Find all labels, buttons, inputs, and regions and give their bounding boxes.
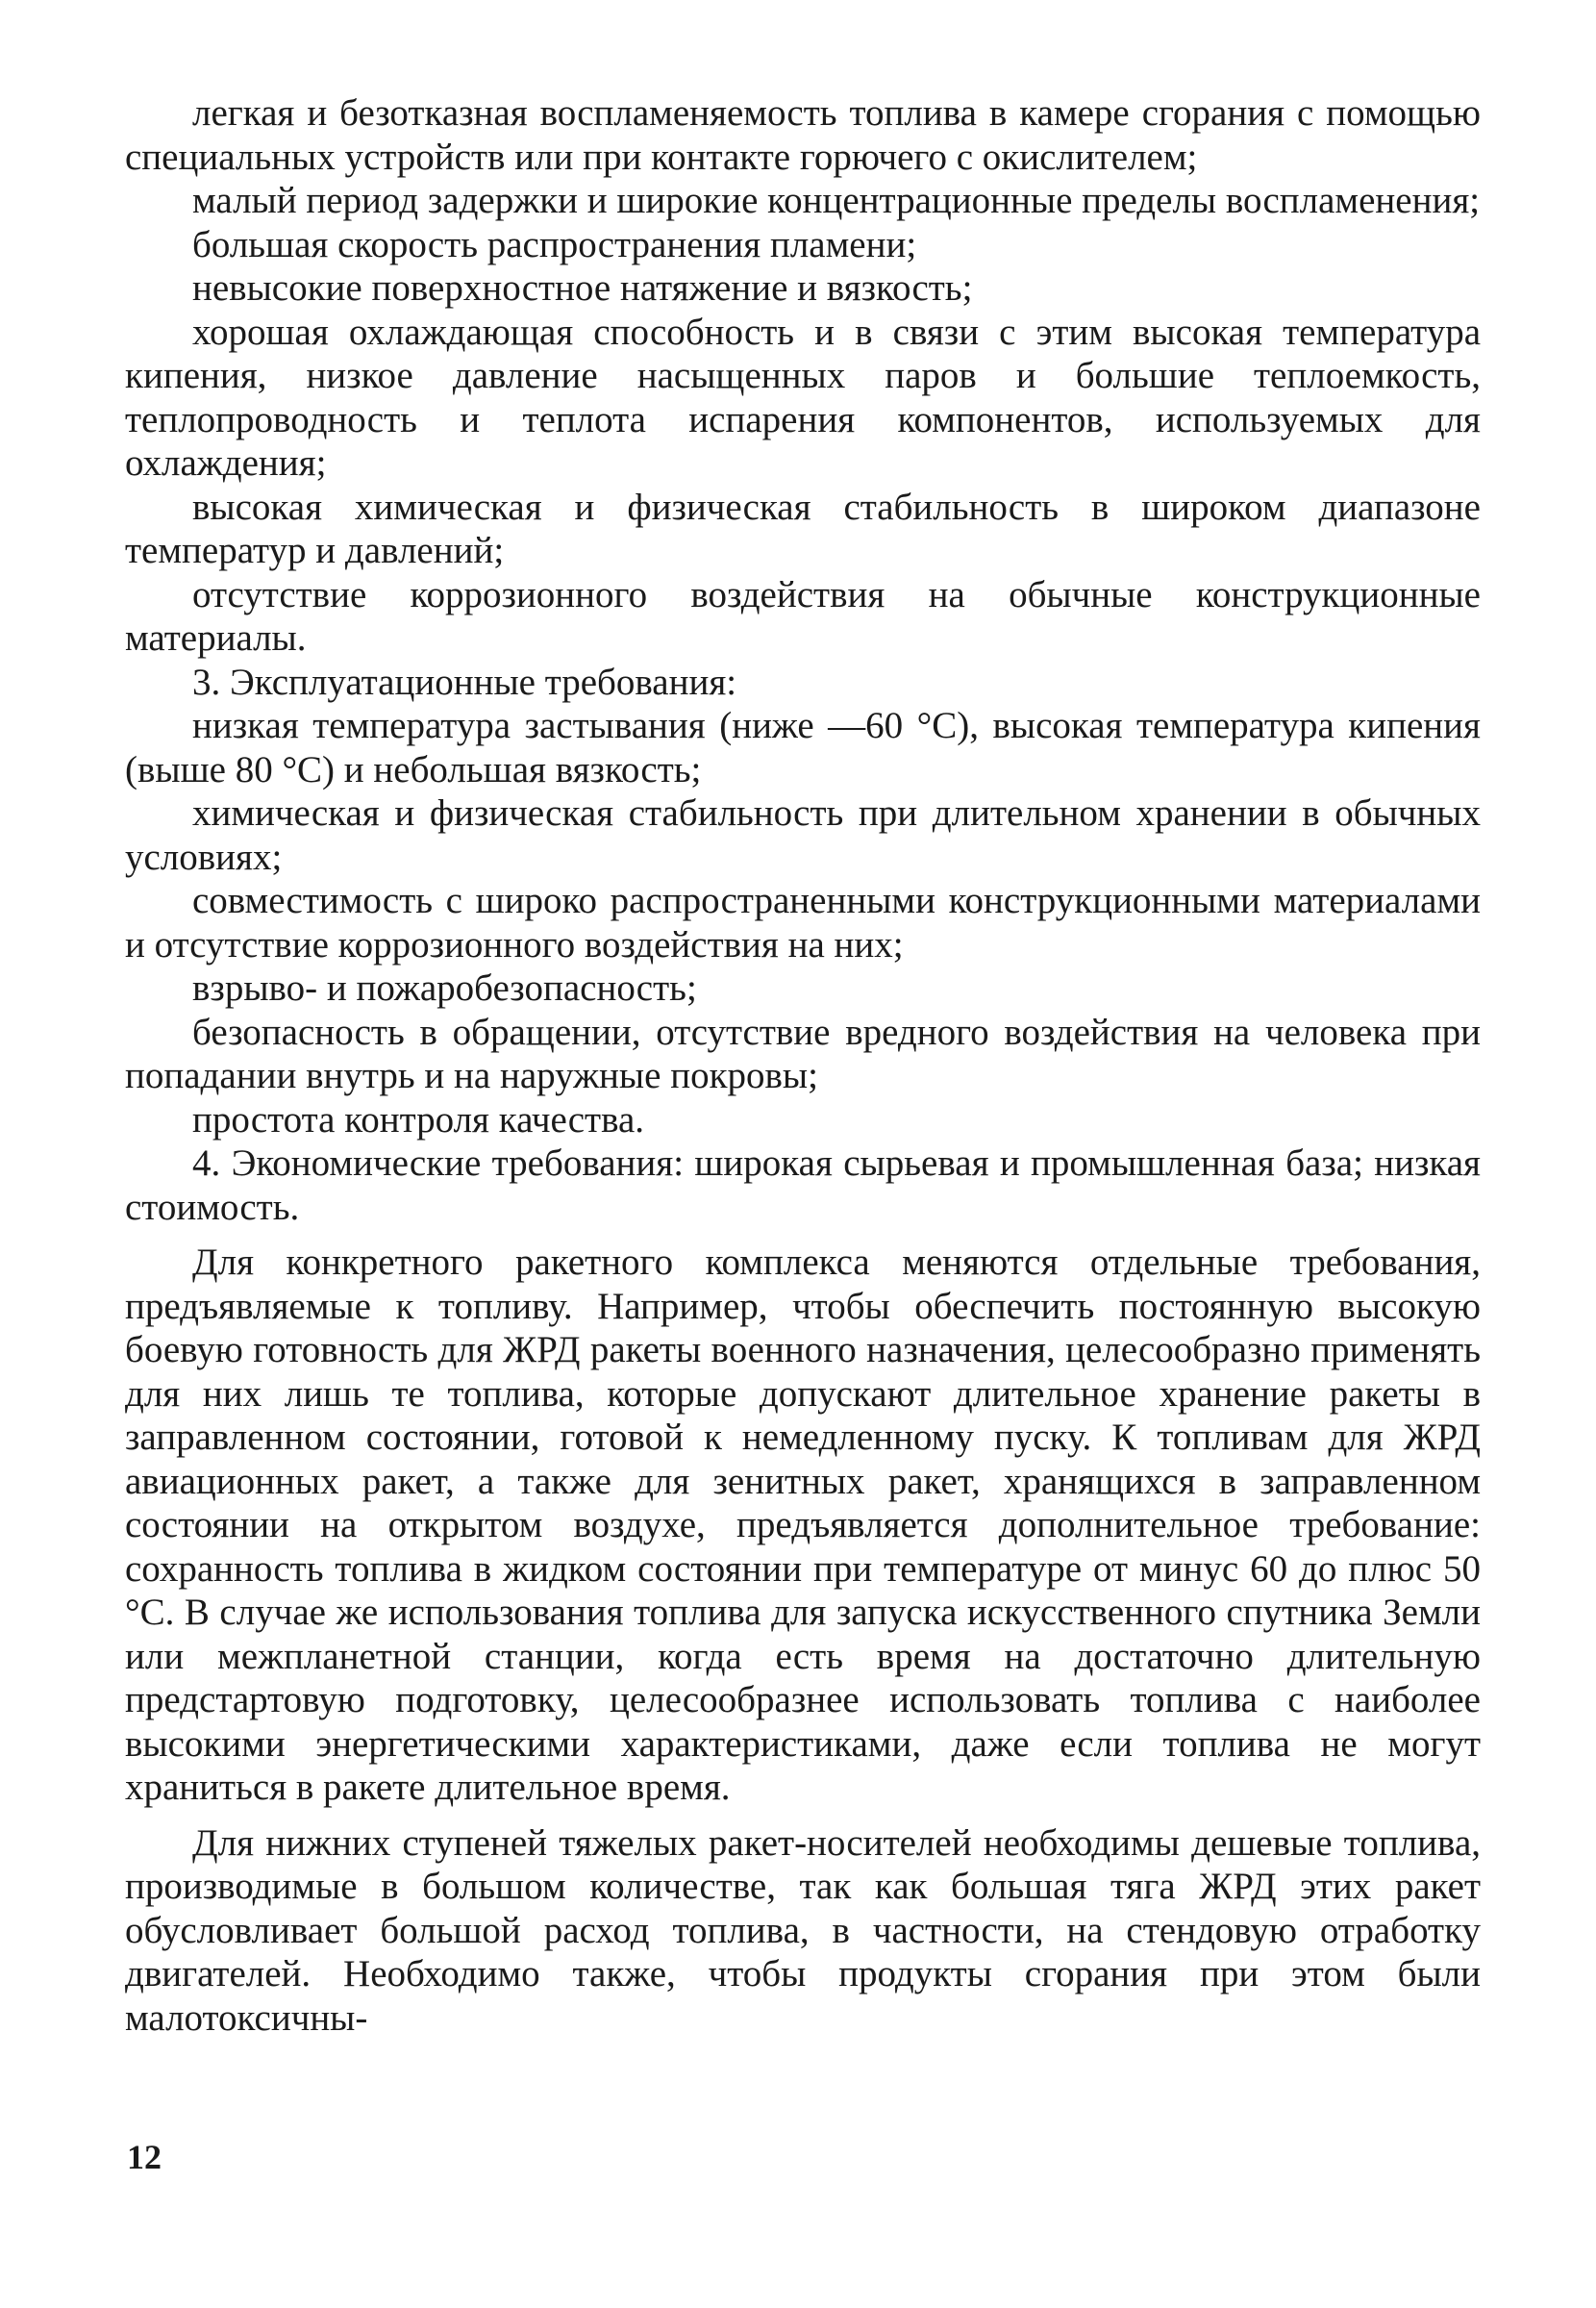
paragraph-compatibility: совместимость с широко распространенными конструкционными материалами и отсутствие коррозионного воздействия на них; [125, 880, 1481, 966]
paragraph-quality-control: простота контроля качества. [192, 1098, 645, 1141]
paragraph-explosion-safety: взрыво- и пожаробезопасность; [192, 967, 697, 1009]
paragraph-ignition-delay: малый период задержки и широкие концентрационные пределы воспламенения; [192, 180, 1481, 221]
paragraph-pour-point: низкая температура застывания (ниже —60 °С), высокая температура кипения (выше 80 °С) и небольшая вязкость; [125, 705, 1481, 790]
paragraph-corrosion: отсутствие коррозионного воздействия на обычные конструкционные материалы. [125, 573, 1481, 659]
paragraph-handling-safety: безопасность в обращении, отсутствие вредного воздействия на человека при попадании внутрь и на наружные покровы; [125, 1011, 1481, 1096]
paragraph-stability: высокая химическая и физическая стабильность в широком диапазоне температур и давлений; [125, 486, 1481, 571]
paragraph-operational-heading: 3. Эксплуатационные требования: [192, 661, 737, 703]
page-body [125, 91, 1481, 2040]
paragraph-economic: 4. Экономические требования: широкая сырьевая и промышленная база; низкая стоимость. [125, 1142, 1481, 1228]
paragraph-surface-tension: невысокие поверхностное натяжение и вязкость; [192, 267, 973, 309]
paragraph-flame-speed: большая скорость распространения пламени; [192, 223, 917, 265]
page-number: 12 [127, 2138, 162, 2176]
paragraph-specific-complex: Для конкретного ракетного комплекса меняются отдельные требования, предъявляемые к топливу. Например, чтобы обеспечить постоянную высокую боевую готовность для ЖРД ракеты военного назначения, целесообразно применять для них лишь те топлива, которые допускают длительное хранение ракеты в заправленном состоянии, готовой к немедленному пуску. К топливам для ЖРД авиационных ракет, а также для зенитных ракет, хранящихся в заправленном состоянии на открытом воздухе, предъявляется дополнительное требование: сохранность топлива в жидком состоянии при температуре от минус 60 до плюс 50 °С. В случае же использования топлива для запуска искусственного спутника Земли или межпланетной станции, когда есть время на достаточно длительную предстартовую подготовку, целесообразнее использовать топлива с наиболее высокими энергетическими характеристиками, даже если топлива не могут храниться в ракете длительное время. [125, 1242, 1481, 1808]
paragraph-storage-stability: химическая и физическая стабильность при длительном хранении в обычных условиях; [125, 792, 1481, 878]
paragraph-cooling: хорошая охлаждающая способность и в связи с этим высокая температура кипения, низкое давление насыщенных паров и большие теплоемкость, теплопроводность и теплота испарения компонентов, используемых для охлаждения; [125, 311, 1481, 484]
paragraph-ignition: легкая и безотказная воспламеняемость топлива в камере сгорания с помощью специальных устройств или при контакте горючего с окислителем; [125, 92, 1481, 178]
paragraph-lower-stages: Для нижних ступеней тяжелых ракет-носителей необходимы дешевые топлива, производимые в большом количестве, так как большая тяга ЖРД этих ракет обусловливает большой расход топлива, в частности, на стендовую отработку двигателей. Необходимо также, чтобы продукты сгорания при этом были малотоксичны- [125, 1821, 1481, 2039]
